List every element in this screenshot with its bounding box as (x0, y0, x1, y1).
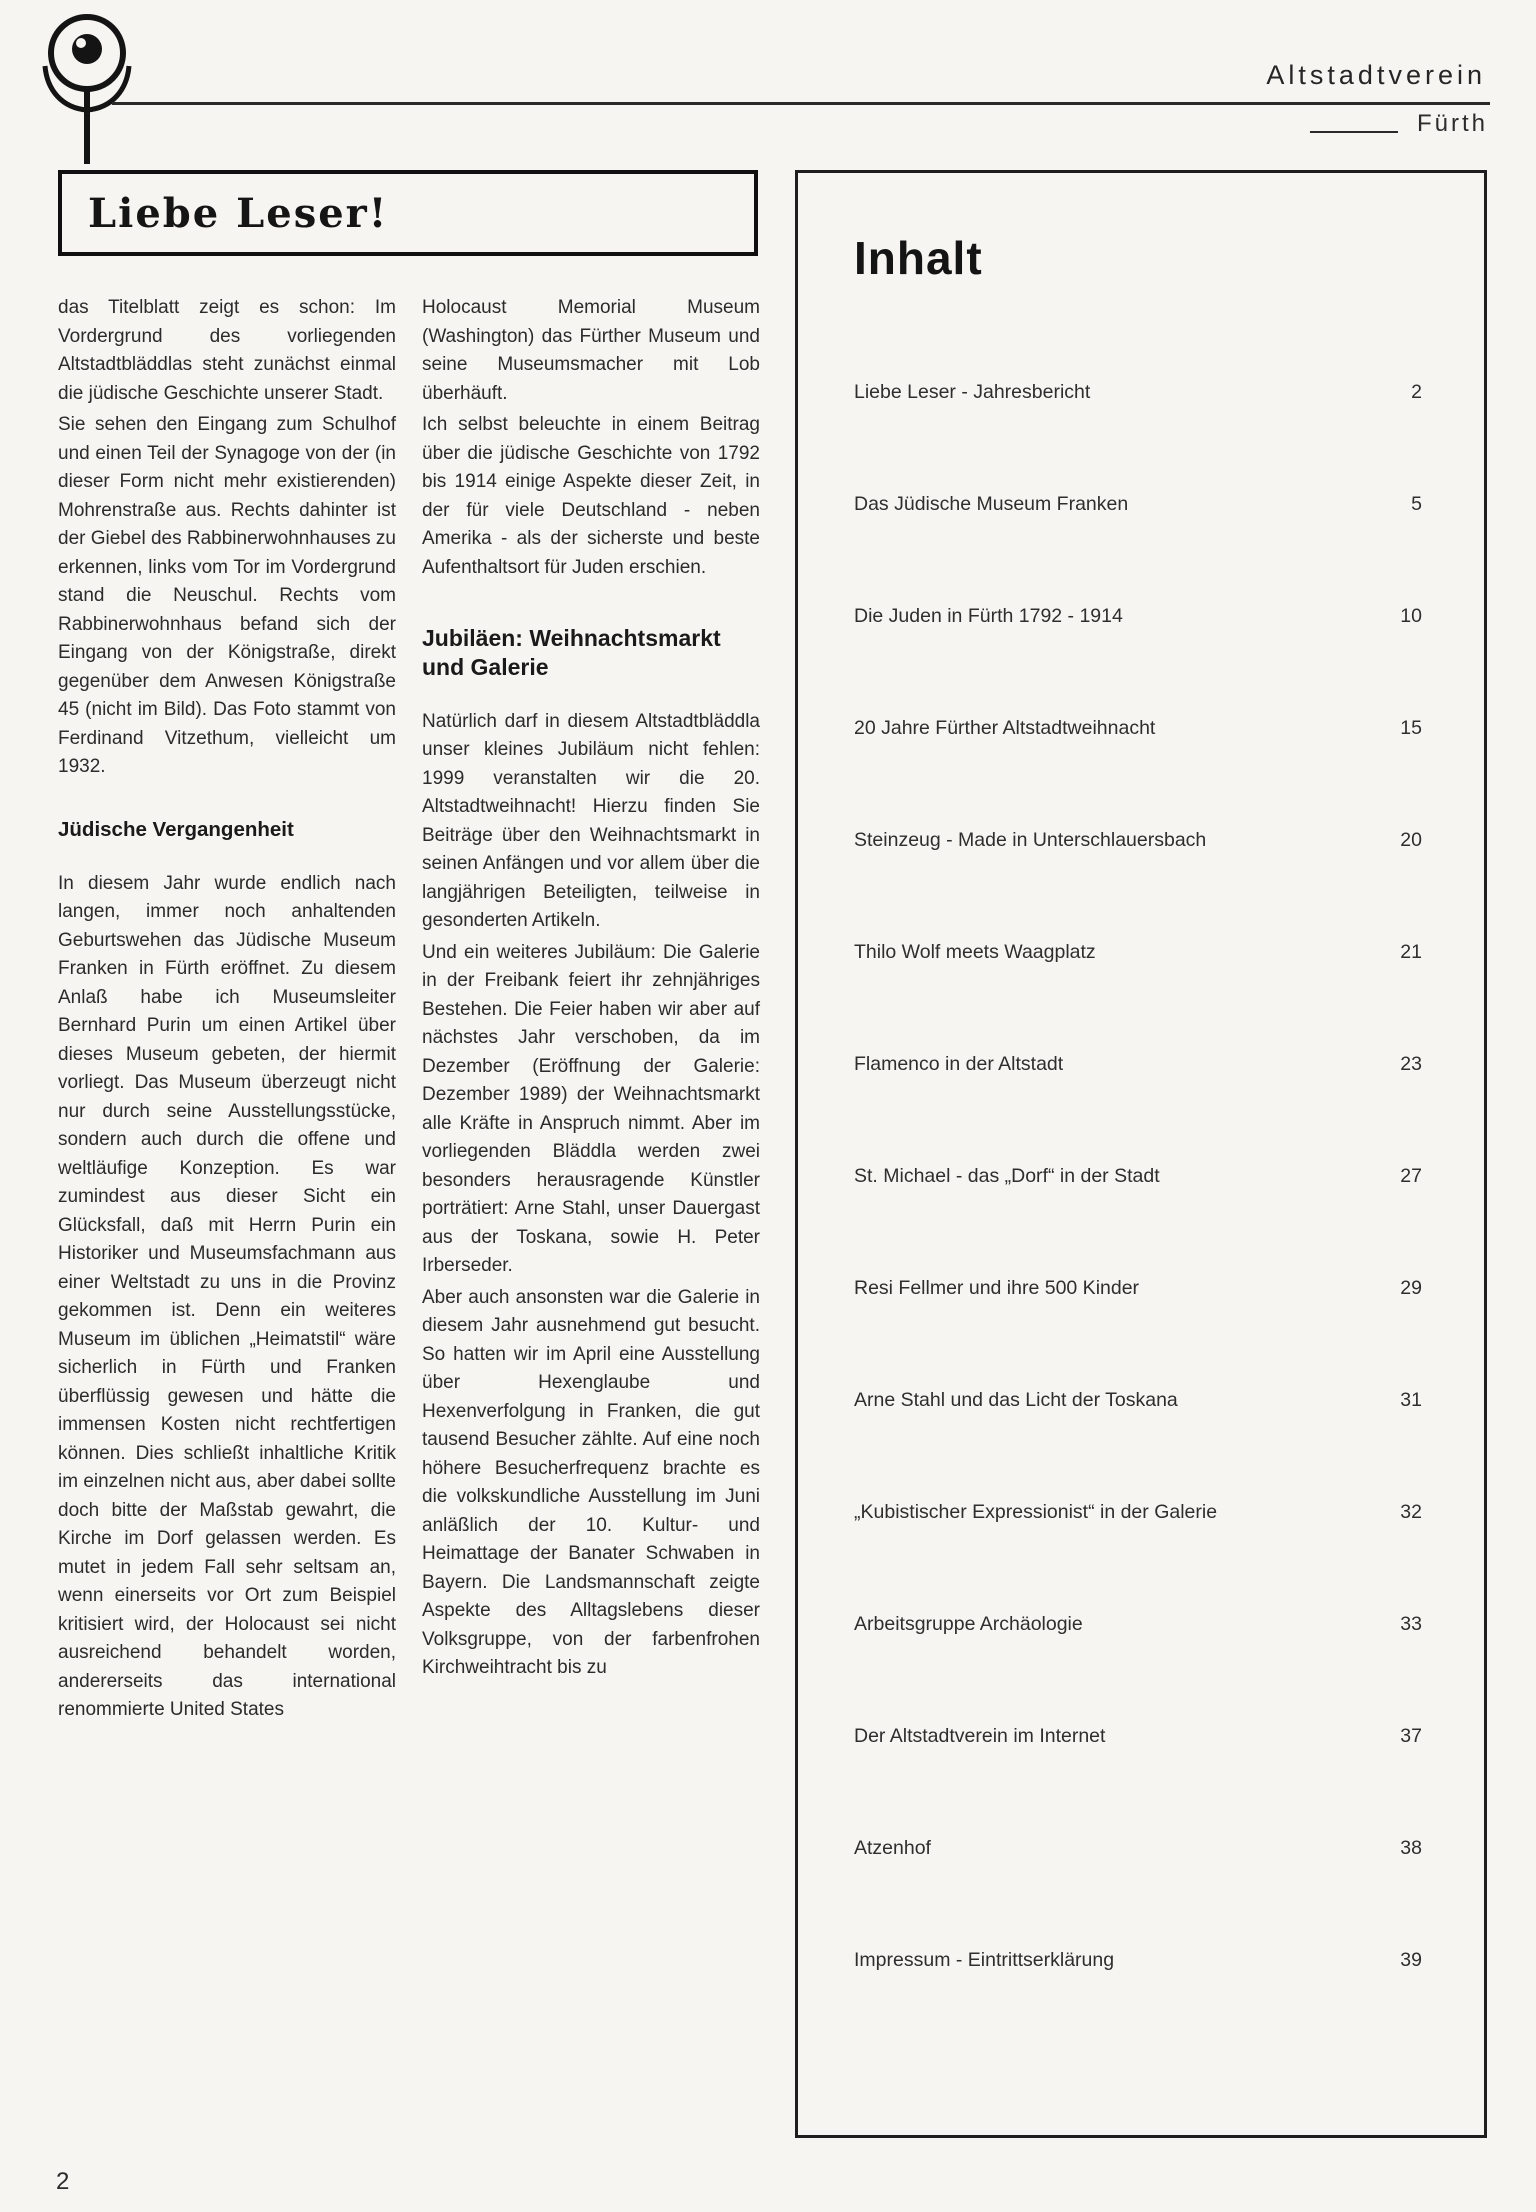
toc-entry-label: Resi Fellmer und ihre 500 Kinder (854, 1277, 1140, 1299)
toc-entry-page: 38 (1400, 1837, 1422, 1859)
toc-entry-label: Liebe Leser - Jahresbericht (854, 381, 1091, 403)
toc-entry (854, 605, 1422, 628)
paragraph: In diesem Jahr wurde endlich nach langen, immer noch anhaltenden Geburtswehen das Jüdische Museum Franken in Fürth eröffnet. Zu diesem Anlaß habe ich Museumsleiter Bernhard Purin um einen Artikel über dieses Museum gebeten, der hiermit vorliegt. Das Museum überzeugt nicht nur durch seine Ausstellungsstücke, sondern auch durch die offene und weltläufige Konzeption. Es war zumindest aus dieser Sicht ein Glücksfall, daß mit Herrn Purin ein Historiker und Museumsfachmann aus einer Weltstadt zu uns in die Provinz gekommen ist. Denn ein weiteres Museum im üblichen „Heimatstil“ wäre sicherlich in Fürth und Franken überflüssig gewesen und hätte die immensen Kosten nicht rechtfertigen können. Dies schließt inhaltliche Kritik im einzelnen nicht aus, aber dabei sollte doch bitte der Maßstab gewahrt, die Kirche im Dorf gelassen werden. Es mutet in jedem Fall sehr seltsam an, wenn einerseits vor Ort zum Beispiel kritisiert wird, der Holocaust sei nicht ausreichend behandelt worden, andererseits das international renommierte United States (58, 872, 396, 1720)
toc-entry (854, 1725, 1422, 1748)
toc-entry (854, 717, 1422, 740)
folio-page-number: 2 (56, 2168, 70, 2195)
toc-entry-label: St. Michael - das „Dorf“ in der Stadt (854, 1165, 1160, 1187)
toc-entry-page: 15 (1400, 717, 1422, 739)
paragraph: das Titelblatt zeigt es schon: Im Vordergrund des vorliegenden Altstadtbläddlas steht zunächst einmal die jüdische Geschichte unserer Stadt. (58, 297, 396, 404)
toc-entry-page: 23 (1400, 1053, 1422, 1075)
altstadtverein-logo-icon (30, 8, 145, 168)
masthead-box (58, 170, 758, 256)
toc-entry-label: Steinzeug - Made in Unterschlauersbach (854, 829, 1207, 851)
toc-entry-page: 29 (1400, 1277, 1422, 1299)
toc-entry-page: 27 (1400, 1165, 1422, 1187)
paragraph: Ich selbst beleuchte in einem Beitrag über die jüdische Geschichte von 1792 bis 1914 einige Aspekte dieser Zeit, in der für viele Deutschland - neben Amerika - als der sicherste und beste Aufenthaltsort für Juden erschien. (422, 414, 760, 578)
toc-entry-label: Das Jüdische Museum Franken (854, 493, 1129, 515)
toc-entry-label: 20 Jahre Fürther Altstadtweihnacht (854, 717, 1156, 739)
toc-entry-page: 32 (1400, 1501, 1422, 1523)
paragraph: Aber auch ansonsten war die Galerie in diesem Jahr ausnehmend gut besucht. So hatten wir im April eine Ausstellung über Hexenglaube und Hexenverfolgung in Franken, die gut tausend Besucher zählte. Auf eine noch höhere Besucherfrequenz brachte es die volkskundliche Ausstellung im Juni anläßlich der 10. Kultur- und Heimattage der Banater Schwaben in Bayern. Die Landsmannschaft zeigte Aspekte des Alltagslebens dieser Volksgruppe, von der farbenfrohen Kirchweihtracht bis zu (422, 1286, 760, 1678)
toc-entry-label: Flamenco in der Altstadt (854, 1053, 1064, 1075)
toc-entry (854, 1053, 1422, 1076)
toc-entry (854, 1949, 1422, 1972)
toc-entry-page: 31 (1400, 1389, 1422, 1411)
toc-entry (854, 1165, 1422, 1188)
toc-entry (854, 1837, 1422, 1860)
toc-entry-label: Die Juden in Fürth 1792 - 1914 (854, 605, 1123, 627)
toc-entry-page: 2 (1411, 381, 1422, 403)
paragraph: Natürlich darf in diesem Altstadtbläddla unser kleines Jubiläum nicht fehlen: 1999 veranstalten wir die 20. Altstadtweihnacht! Hierzu finden Sie Beiträge über den Weihnachtsmarkt in seinen Anfängen und vor allem über die langjährigen Beteiligten, teilweise in gesonderten Artikeln. (422, 710, 760, 931)
org-name: Altstadtverein (1266, 60, 1486, 90)
toc-entry-label: Thilo Wolf meets Waagplatz (854, 941, 1096, 963)
toc-entry (854, 829, 1422, 852)
toc-entry-page: 10 (1400, 605, 1422, 627)
toc-entry-label: Atzenhof (854, 1837, 931, 1859)
toc-entry-page: 5 (1411, 493, 1422, 515)
header-rule-short (1310, 131, 1398, 133)
toc-entry (854, 1613, 1422, 1636)
article-column-2 (422, 294, 760, 1728)
toc-entry-label: Impressum - Eintrittserklärung (854, 1949, 1115, 1971)
toc-entry (854, 1277, 1422, 1300)
section-heading: Jüdische Vergangenheit (58, 817, 294, 841)
article-column-1 (58, 294, 396, 1728)
toc-entry-label: „Kubistischer Expressionist“ in der Galerie (854, 1501, 1218, 1523)
toc-entry (854, 1501, 1422, 1524)
toc-entry-page: 21 (1400, 941, 1422, 963)
toc-entry-label: Arbeitsgruppe Archäologie (854, 1613, 1083, 1635)
toc-title: Inhalt (854, 232, 983, 284)
org-city: Fürth (1416, 110, 1488, 137)
section-heading: Jubiläen: Weihnachtsmarkt und Galerie (422, 625, 721, 680)
toc-entry-page: 39 (1400, 1949, 1422, 1971)
paragraph: Sie sehen den Eingang zum Schulhof und einen Teil der Synagoge von der (in dieser Form nicht mehr existierenden) Mohrenstraße aus. Rechts dahinter ist der Giebel des Rabbinerwohnhauses zu erkennen, links vom Tor im Vordergrund stand die Neuschul. Rechts vom Rabbinerwohnhaus befand sich der Eingang von der Königstraße, direkt gegenüber dem Anwesen Königstraße 45 (nicht im Bild). Das Foto stammt von Ferdinand Vitzethum, vielleicht um 1932. (58, 414, 396, 777)
toc-box (795, 170, 1487, 2138)
toc-entry (854, 381, 1422, 404)
toc-entry-label: Der Altstadtverein im Internet (854, 1725, 1106, 1747)
header-rule (112, 102, 1490, 105)
toc-entry-page: 20 (1400, 829, 1422, 851)
toc-entry-label: Arne Stahl und das Licht der Toskana (854, 1389, 1178, 1411)
paragraph: Und ein weiteres Jubiläum: Die Galerie in der Freibank feiert ihr zehnjähriges Bestehen. Die Feier haben wir aber auf nächstes Jahr verschoben, da im Dezember (Eröffnung der Galerie: Dezember 1989) der Weihnachtsmarkt alle Kräfte in Anspruch nimmt. Aber im vorliegenden Bläddla werden zwei besonders herausragende Künstler porträtiert: Arne Stahl, unser Dauergast aus der Toskana, sowie H. Peter Irberseder. (422, 941, 760, 1276)
paragraph: Holocaust Memorial Museum (Washington) das Fürther Museum und seine Museumsmacher mit Lob überhäuft. (422, 297, 760, 404)
page-title: Liebe Leser! (88, 189, 389, 237)
toc-entry-page: 33 (1400, 1613, 1422, 1635)
article-columns (58, 294, 760, 1728)
toc-entry (854, 941, 1422, 964)
toc-entry (854, 493, 1422, 516)
toc-entry (854, 1389, 1422, 1412)
toc-entry-page: 37 (1400, 1725, 1422, 1747)
